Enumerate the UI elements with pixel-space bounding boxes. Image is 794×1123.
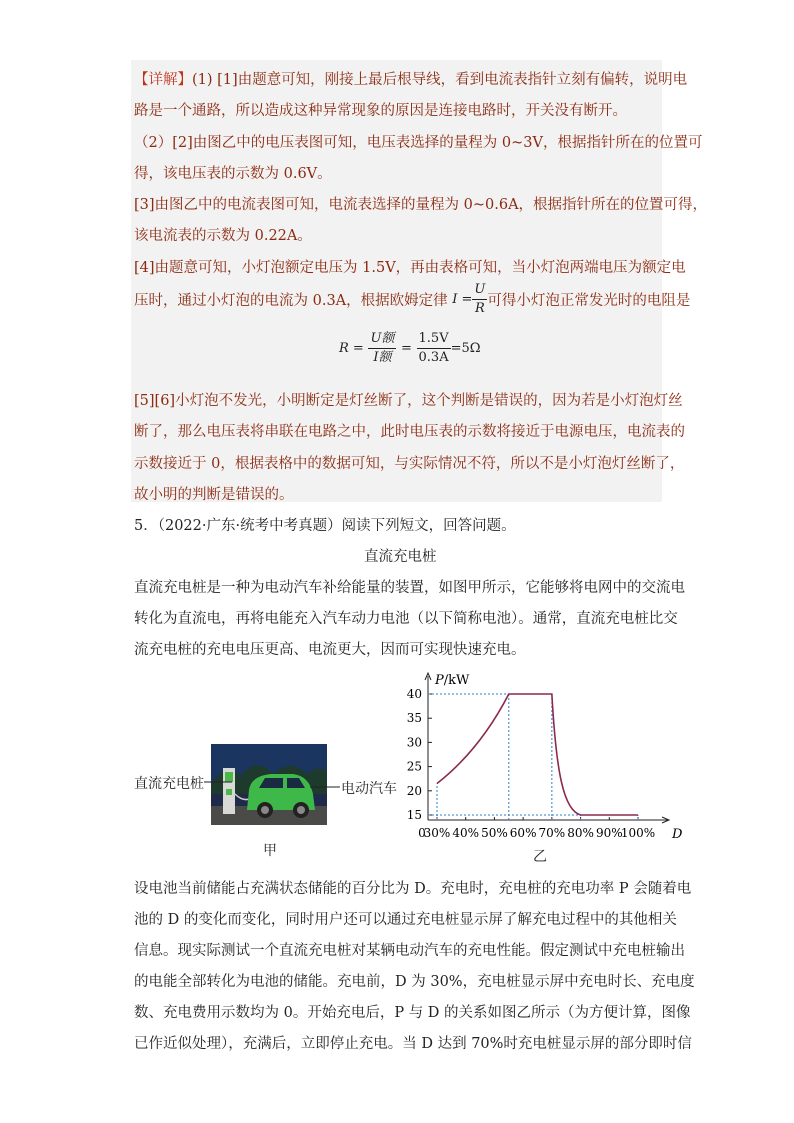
label-electric-car: 电动汽车 (341, 781, 397, 797)
solution-line-7: [4]由题意可知，小灯泡额定电压为 1.5V，再由表格可知，当小灯泡两端电压为额定电 (134, 260, 686, 276)
question-line-5: 数、充电费用示数均为 0。开始充电后，P 与 D 的关系如图乙所示（为方便计算，图像 (134, 1005, 691, 1021)
y-tick-label: 35 (406, 711, 422, 726)
x-tick-label: 70% (538, 826, 566, 840)
eq-fraction-ui: $\frac{\text{U额}}{\text{I额}}$ (370, 331, 395, 365)
question-line-1: 设电池当前储能占充满状态储能的百分比为 D。充电时，充电桩的充电功率 P 会随着电 (134, 881, 692, 897)
part5-line-1: [5][6]小灯泡不发光，小明断定是灯丝断了，这个判断是错误的，因为若是小灯泡灯丝 (134, 393, 683, 409)
solution-line-1: 【详解】(1) [1]由题意可知，刚接上最后根导线，看到电流表指针立刻有偏转，说明电 (134, 72, 688, 88)
x-tick-label: 30% (423, 826, 451, 840)
solution-line-6: 该电流表的示数为 0.22A。 (134, 228, 312, 244)
figure-a-caption: 甲 (263, 843, 277, 859)
ohm-lhs: I = (452, 292, 473, 307)
solution-line-5: [3]由图乙中的电流表图可知，电流表选择的量程为 0~0.6A，根据指针所在的位置可得， (134, 197, 708, 213)
figure-b-caption: 乙 (533, 849, 547, 865)
x-tick-label: 50% (481, 826, 508, 840)
x-tick-label: 60% (509, 826, 537, 840)
power-curve (437, 694, 638, 815)
part5-line-2: 断了，那么电压表将串联在电路之中，此时电压表的示数将接近于电源电压，电流表的 (134, 424, 685, 440)
leader-line-left (204, 780, 234, 786)
question-line-3: 信息。现实际测试一个直流充电桩对某辆电动汽车的充电性能。假定测试中充电桩输出 (134, 943, 685, 959)
x-axis-label: D (672, 827, 683, 842)
question-line-2: 池的 D 的变化而变化，同时用户还可以通过充电桩显示屏了解充电过程中的其他相关 (134, 912, 677, 928)
y-tick-label: 25 (406, 759, 422, 774)
power-vs-soc-chart (400, 670, 690, 852)
resistance-equation: R = $\frac{\text{U额}}{\text{I额}}$ = $\frac{1.5V}{0.3A}$ =5Ω (339, 331, 481, 365)
solution-line-4: 得，该电压表的示数为 0.6V。 (134, 166, 332, 182)
question-title: 直流充电桩 (364, 549, 437, 565)
solution-line-3: （2）[2]由图乙中的电压表图可知，电压表选择的量程为 0~3V，根据指针所在的位置可 (134, 135, 703, 151)
y-axis-label: P/kW (435, 673, 470, 688)
y-tick-label: 30 (406, 735, 422, 750)
solution-line-2: 路是一个通路，所以造成这种异常现象的原因是连接电路时，开关没有断开。 (134, 103, 627, 119)
x-tick-label: 90% (595, 826, 623, 840)
y-tick-label: 15 (406, 808, 422, 822)
question-paragraph-2: 转化为直流电，再将电能充入汽车动力电池（以下简称电池）。通常，直流充电桩比交 (134, 611, 678, 627)
solution-line-8: 压时，通过小灯泡的电流为 0.3A，根据欧姆定律 I = $\frac{U}{R}$ 可得小灯泡正常发光时的电阻是 (134, 282, 691, 316)
question-paragraph-1: 直流充电桩是一种为电动汽车补给能量的装置，如图甲所示，它能够将电网中的交流电 (134, 580, 685, 596)
part5-line-4: 故小明的判断是错误的。 (134, 487, 294, 503)
leader-line-right (310, 785, 342, 791)
x-tick-label: 100% (620, 826, 656, 840)
x-tick-label: 80% (567, 826, 594, 840)
part5-line-3: 示数接近于 0，根据表格中的数据可知，与实际情况不符，所以不是小灯泡灯丝断了， (134, 456, 685, 472)
label-charging-station: 直流充电桩 (134, 776, 204, 792)
x-tick-label: 40% (452, 826, 480, 840)
x-tick-label: 0 (418, 826, 426, 840)
y-tick-label: 40 (406, 687, 422, 701)
eq-fraction-values: $\frac{1.5V}{0.3A}$ (418, 331, 449, 365)
y-tick-label: 20 (406, 783, 422, 798)
question-number-source: 5．（2022·广东·统考中考真题）阅读下列短文，回答问题。 (134, 518, 516, 534)
solution-tag: 【详解】 (134, 72, 192, 88)
question-line-4: 的电能全部转化为电池的储能。充电前，D 为 30%，充电桩显示屏中充电时长、充电度 (134, 974, 695, 990)
question-line-6: 已作近似处理），充满后，立即停止充电。当 D 达到 70%时充电桩显示屏的部分即时信 (134, 1036, 692, 1052)
ohm-fraction: $\frac{U}{R}$ (474, 282, 486, 316)
question-paragraph-3: 流充电桩的充电电压更高、电流更大，因而可实现快速充电。 (134, 642, 526, 658)
